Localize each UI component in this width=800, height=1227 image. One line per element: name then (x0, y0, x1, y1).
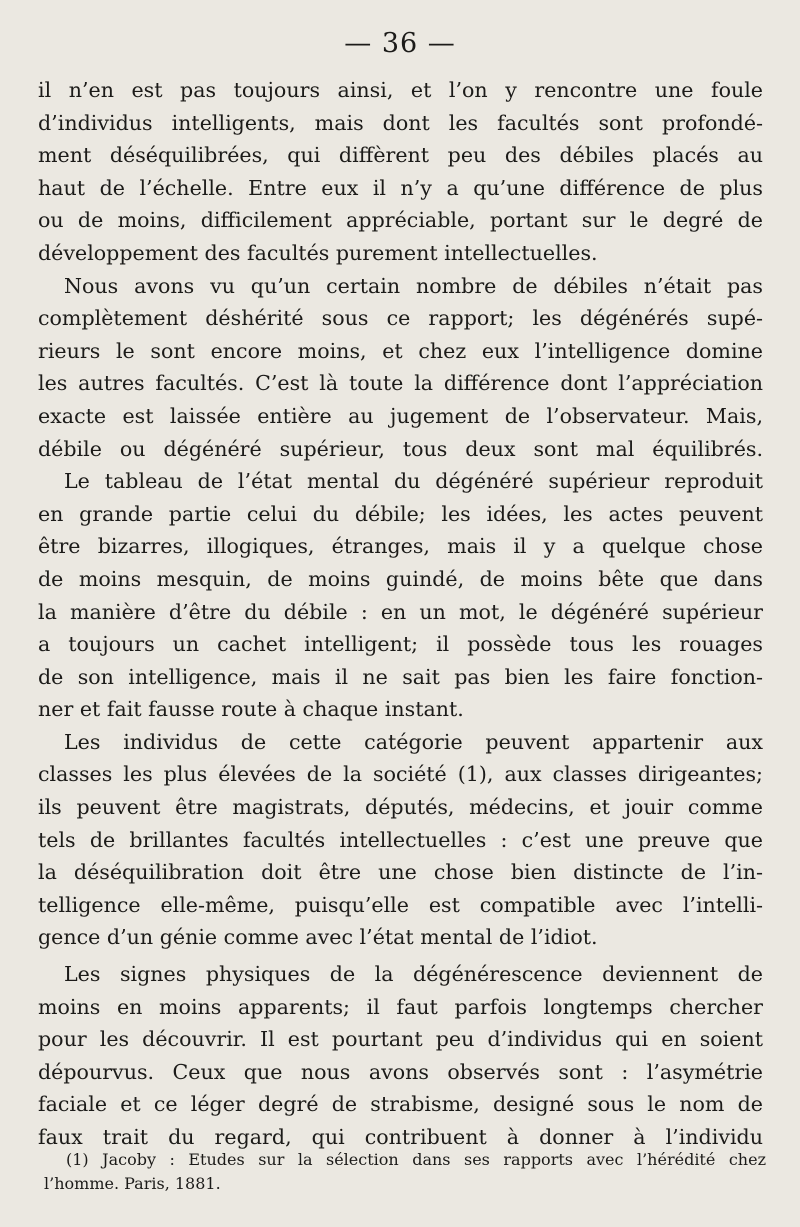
text-line: complètement déshérité sous ce rapport; les dégénérés supé- (38, 306, 763, 331)
body-text (38, 74, 763, 1154)
text-line: ou de moins, difficilement appréciable, portant sur le degré de (38, 208, 763, 233)
paragraph (38, 74, 763, 270)
text-line: rieurs le sont encore moins, et chez eux l’intelligence domine (38, 338, 763, 363)
footnote-line: l’homme. Paris, 1881. (44, 1174, 221, 1193)
paragraph (38, 465, 763, 726)
footnote-line: (1) Jacoby : Etudes sur la sélection dans ses rapports avec l’hérédité chez (66, 1150, 766, 1169)
text-line: classes les plus élevées de la société (1), aux classes dirigeantes; (38, 762, 763, 787)
text-line: la manière d’être du débile : en un mot, le dégénéré supérieur (38, 599, 763, 624)
text-line: Les signes physiques de la dégénérescence deviennent de (64, 962, 763, 987)
text-line: tels de brillantes facultés intellectuelles : c’est une preuve que (38, 827, 763, 852)
text-line: Nous avons vu qu’un certain nombre de débiles n’était pas (64, 273, 763, 298)
text-line: telligence elle-même, puisqu’elle est compatible avec l’intelli- (38, 892, 763, 917)
text-line: la déséquilibration doit être une chose bien distincte de l’in- (38, 860, 763, 885)
text-line: exacte est laissée entière au jugement de l’observateur. Mais, (38, 403, 763, 428)
text-line: faciale et ce léger degré de strabisme, designé sous le nom de (38, 1092, 763, 1117)
text-line: ner et fait fausse route à chaque instant. (38, 697, 464, 722)
paragraph (38, 726, 763, 954)
text-line: en grande partie celui du débile; les idées, les actes peuvent (38, 501, 763, 526)
text-line: les autres facultés. C’est là toute la différence dont l’appréciation (38, 371, 763, 396)
text-line: pour les découvrir. Il est pourtant peu d’individus qui en soient (38, 1027, 763, 1052)
text-line: gence d’un génie comme avec l’état mental de l’idiot. (38, 925, 598, 950)
text-line: de moins mesquin, de moins guindé, de moins bête que dans (38, 566, 763, 591)
text-line: faux trait du regard, qui contribuent à donner à l’individu (38, 1125, 763, 1149)
footnote (44, 1148, 766, 1196)
text-line: ment déséquilibrées, qui diffèrent peu des débiles placés au (38, 143, 763, 168)
text-line: Les individus de cette catégorie peuvent appartenir aux (64, 729, 763, 754)
text-line: débile ou dégénéré supérieur, tous deux sont mal équilibrés. (38, 436, 763, 461)
text-line: d’individus intelligents, mais dont les facultés sont profondé- (38, 110, 763, 135)
paragraph (38, 270, 763, 466)
text-line: de son intelligence, mais il ne sait pas bien les faire fonction- (38, 664, 763, 689)
paragraph (38, 958, 763, 1154)
text-line: il n’en est pas toujours ainsi, et l’on y rencontre une foule (38, 78, 763, 102)
text-line: moins en moins apparents; il faut parfois longtemps chercher (38, 994, 763, 1019)
text-line: a toujours un cachet intelligent; il possède tous les rouages (38, 632, 763, 657)
text-line: dépourvus. Ceux que nous avons observés sont : l’asymétrie (38, 1059, 763, 1084)
page-number: — 36 — (344, 28, 456, 59)
text-line: être bizarres, illogiques, étranges, mais il y a quelque chose (38, 534, 763, 559)
text-line: Le tableau de l’état mental du dégénéré supérieur reproduit (64, 469, 763, 494)
text-line: haut de l’échelle. Entre eux il n’y a qu’une différence de plus (38, 175, 763, 200)
text-line: développement des facultés purement intellectuelles. (38, 240, 598, 265)
text-line: ils peuvent être magistrats, députés, médecins, et jouir comme (38, 795, 763, 820)
